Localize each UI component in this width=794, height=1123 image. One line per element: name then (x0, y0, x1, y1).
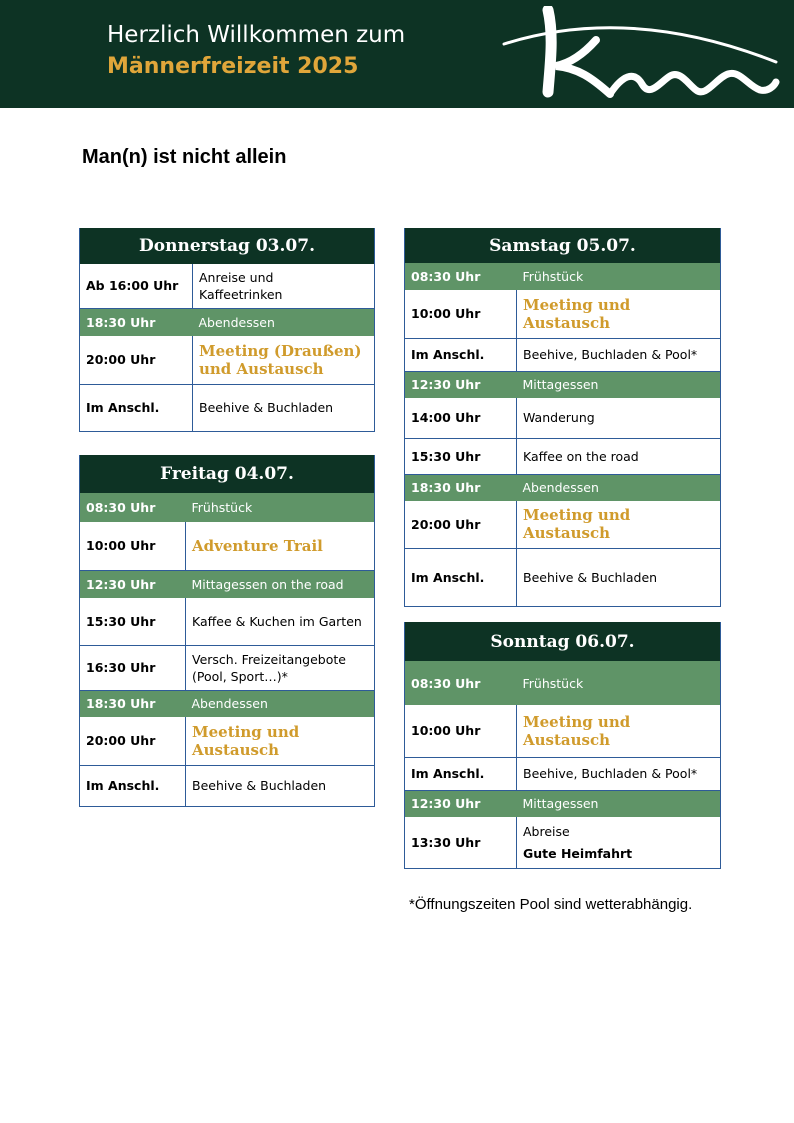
table-row: 18:30 Uhr Abendessen (80, 308, 375, 336)
km-logo-icon (500, 6, 782, 100)
table-row: Im Anschl. Beehive, Buchladen & Pool* (405, 338, 721, 371)
table-row: 14:00 Uhr Wanderung (405, 398, 721, 438)
table-row: 10:00 Uhr Meeting und Austausch (405, 705, 721, 757)
table-row: 12:30 Uhr Mittagessen on the road (80, 570, 375, 598)
day-title: Freitag 04.07. (80, 455, 375, 493)
table-row: Im Anschl. Beehive & Buchladen (80, 765, 375, 806)
table-row: 13:30 Uhr Abreise Gute Heimfahrt (405, 817, 721, 868)
table-row: 12:30 Uhr Mittagessen (405, 371, 721, 398)
table-row: 20:00 Uhr Meeting und Austausch (405, 501, 721, 548)
table-row: Ab 16:00 Uhr Anreise und Kaffeetrinken (80, 264, 375, 308)
day-title: Sonntag 06.07. (405, 622, 721, 661)
table-row: 08:30 Uhr Frühstück (80, 493, 375, 522)
table-row: 18:30 Uhr Abendessen (405, 474, 721, 501)
table-row: 20:00 Uhr Meeting und Austausch (80, 717, 375, 765)
schedule-thursday (79, 228, 375, 432)
table-row: 10:00 Uhr Meeting und Austausch (405, 290, 721, 338)
pool-footnote: *Öffnungszeiten Pool sind wetterabhängig. (409, 896, 693, 913)
schedule-sunday (404, 622, 721, 869)
table-row: 16:30 Uhr Versch. Freizeitangebote (Pool, Sport…)* (80, 645, 375, 690)
table-row: Im Anschl. Beehive & Buchladen (80, 384, 375, 431)
header-title-line2: Männerfreizeit 2025 (107, 54, 359, 79)
day-title: Donnerstag 03.07. (80, 228, 375, 264)
header-title-line1: Herzlich Willkommen zum (107, 22, 406, 48)
table-row: 10:00 Uhr Adventure Trail (80, 522, 375, 570)
table-row: 08:30 Uhr Frühstück (405, 263, 721, 290)
day-title: Samstag 05.07. (405, 228, 721, 263)
table-row: 20:00 Uhr Meeting (Draußen) und Austausch (80, 336, 375, 384)
table-row: Im Anschl. Beehive & Buchladen (405, 548, 721, 606)
schedule-friday (79, 455, 375, 807)
table-row: 15:30 Uhr Kaffee & Kuchen im Garten (80, 598, 375, 645)
table-row: 15:30 Uhr Kaffee on the road (405, 438, 721, 474)
table-row: Im Anschl. Beehive, Buchladen & Pool* (405, 757, 721, 790)
table-row: 08:30 Uhr Frühstück (405, 661, 721, 705)
page-subtitle: Man(n) ist nicht allein (82, 146, 287, 168)
header-banner (0, 0, 794, 108)
table-row: 12:30 Uhr Mittagessen (405, 790, 721, 817)
schedule-saturday (404, 228, 721, 607)
table-row: 18:30 Uhr Abendessen (80, 690, 375, 717)
